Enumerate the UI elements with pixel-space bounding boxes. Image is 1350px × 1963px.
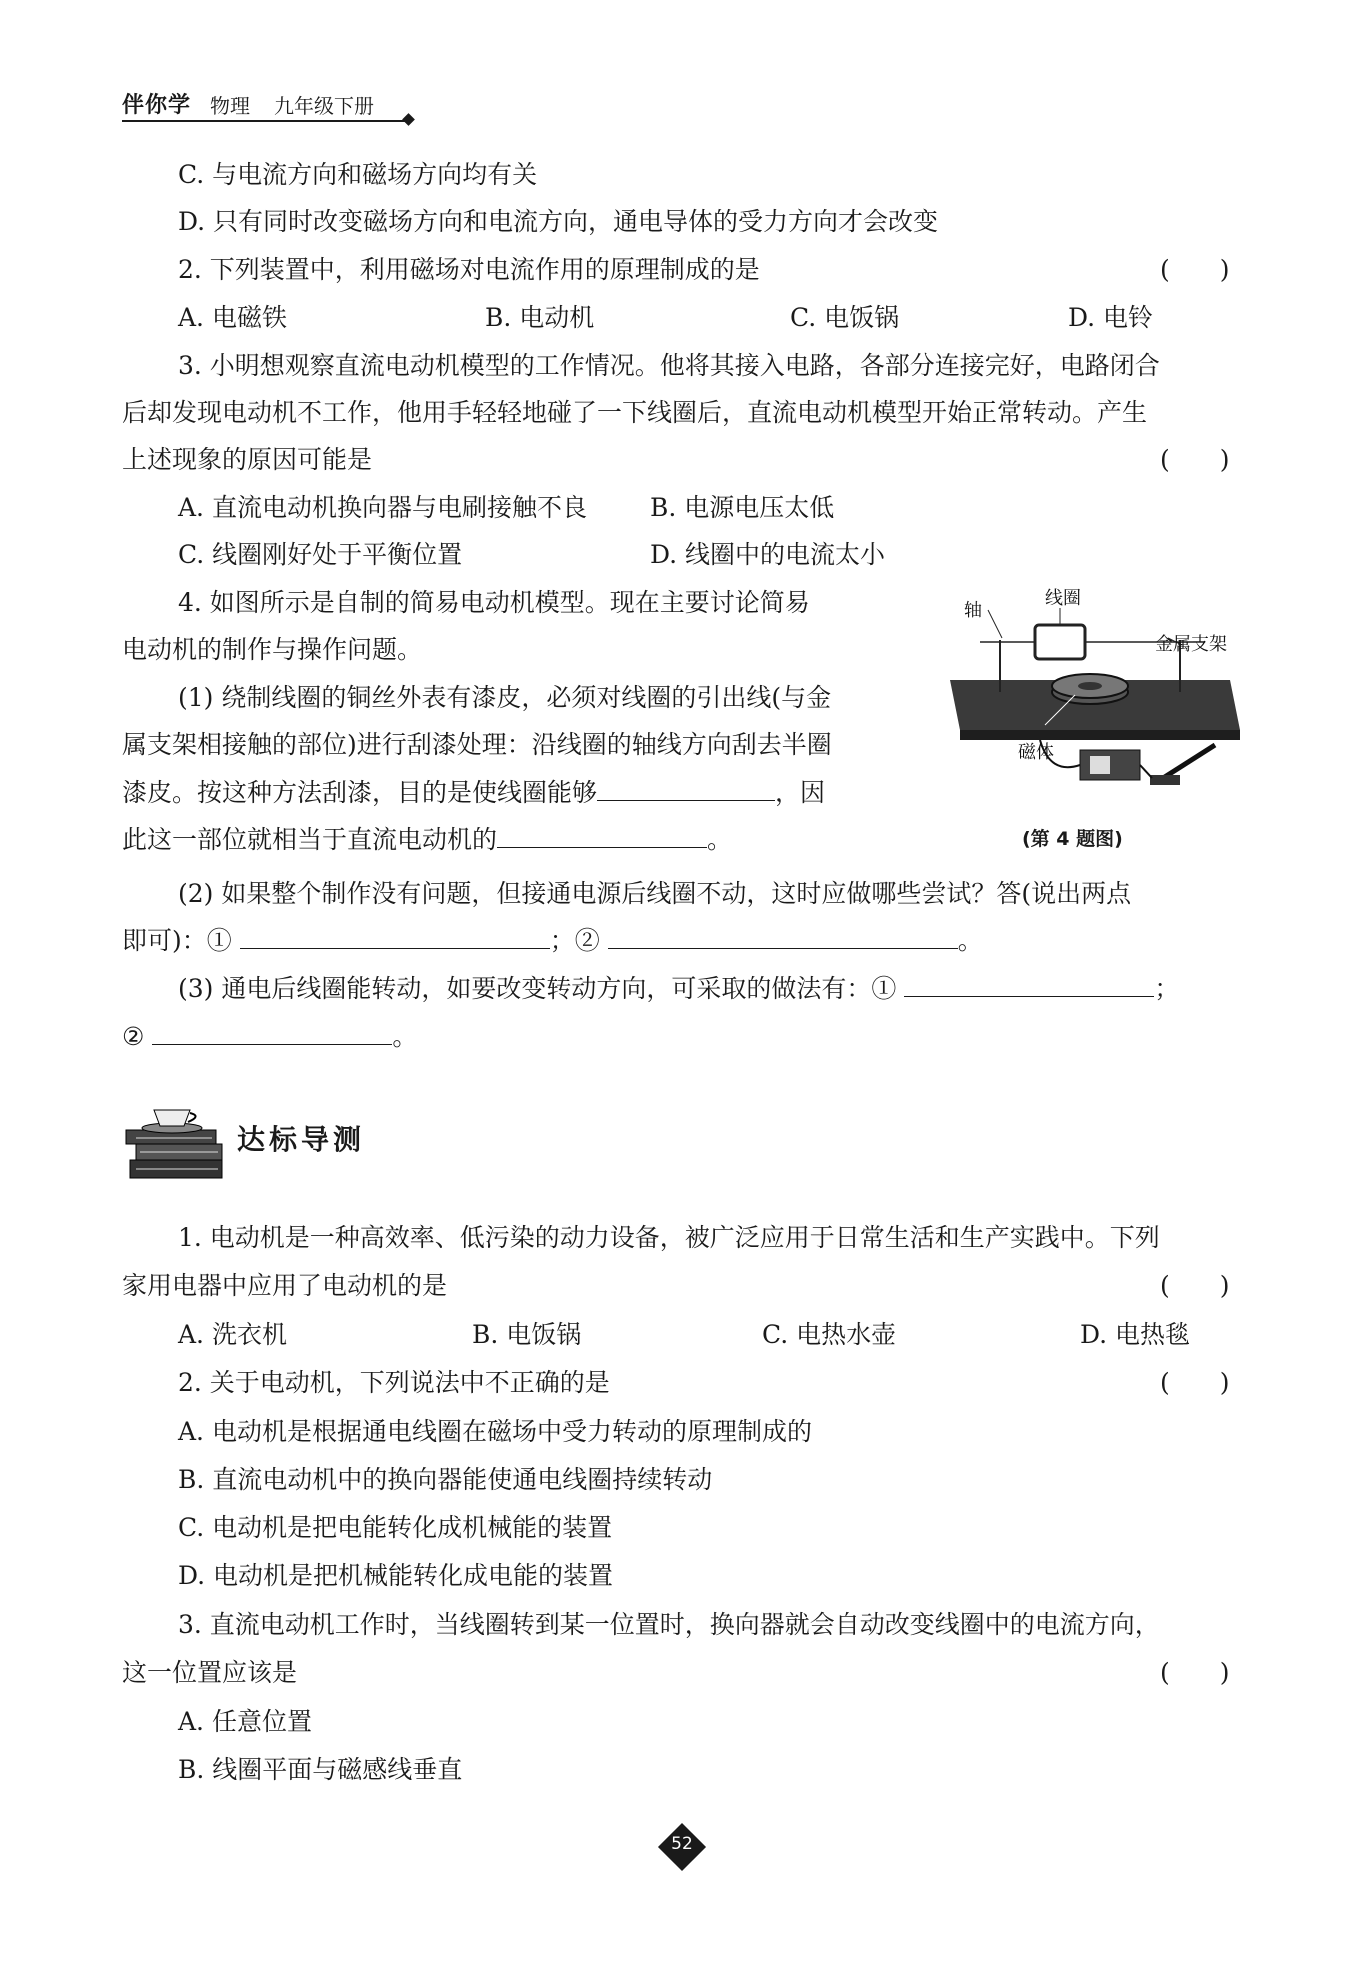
q4-part1-line-4 xyxy=(122,823,732,857)
q2-stem: 2. 下列装置中，利用磁场对电流作用的原理制成的是 xyxy=(178,255,760,284)
q4-line-2: 电动机的制作与操作问题。 xyxy=(122,635,423,664)
q4-blank-3[interactable] xyxy=(240,924,550,949)
t2-option-b: B. 直流电动机中的换向器能使通电线圈持续转动 xyxy=(178,1465,713,1494)
motor-model-figure xyxy=(940,580,1250,820)
q2-option-b: B. 电动机 xyxy=(485,303,595,332)
header-brand: 伴你学 xyxy=(122,93,192,118)
t2-option-d: D. 电动机是把机械能转化成电能的装置 xyxy=(178,1561,614,1590)
t3-line-1: 3. 直流电动机工作时，当线圈转到某一位置时，换向器就会自动改变线圈中的电流方向， xyxy=(178,1610,1160,1639)
books-teacup-icon xyxy=(122,1100,232,1190)
t1-line-1: 1. 电动机是一种高效率、低污染的动力设备，被广泛应用于日常生活和生产实践中。下列 xyxy=(178,1223,1160,1252)
q2-option-a: A. 电磁铁 xyxy=(178,303,287,332)
page-number: 52 xyxy=(671,1834,693,1854)
q4-part2-prefix: 即可)：① xyxy=(122,926,232,955)
figure-switch xyxy=(1160,745,1215,780)
section-heading xyxy=(122,1100,422,1190)
prev-option-d: D. 只有同时改变磁场方向和电流方向，通电导体的受力方向才会改变 xyxy=(178,207,939,236)
q4-blank-2[interactable] xyxy=(497,823,707,848)
q3-option-a: A. 直流电动机换向器与电刷接触不良 xyxy=(178,493,587,522)
t3-option-a: A. 任意位置 xyxy=(178,1707,312,1736)
t3-line-2: 这一位置应该是 xyxy=(122,1658,298,1687)
q4-blank-5[interactable] xyxy=(904,972,1154,997)
q4-part1-line-3-end: ，因 xyxy=(775,778,826,807)
header-rule xyxy=(122,120,406,122)
q2-option-c: C. 电饭锅 xyxy=(790,303,900,332)
header-subject: 物理 xyxy=(210,94,250,118)
t2-stem: 2. 关于电动机，下列说法中不正确的是 xyxy=(178,1368,610,1397)
figure-caption: (第 4 题图) xyxy=(1022,828,1123,850)
page-number-badge xyxy=(657,1822,707,1872)
t3-answer-paren: ( ) xyxy=(1160,1658,1230,1687)
t1-option-a: A. 洗衣机 xyxy=(178,1320,287,1349)
page-header xyxy=(122,88,422,122)
q3-line-3: 上述现象的原因可能是 xyxy=(122,445,373,474)
q4-part3-separator: ； xyxy=(1154,974,1180,1003)
q4-part3-end: 。 xyxy=(392,1022,418,1051)
q4-part1-line-2: 属支架相接触的部位)进行刮漆处理：沿线圈的轴线方向刮去半圈 xyxy=(122,730,832,759)
q4-part1-line-1: (1) 绕制线圈的铜丝外表有漆皮，必须对线圈的引出线(与金 xyxy=(178,683,832,712)
prev-option-c: C. 与电流方向和磁场方向均有关 xyxy=(178,160,538,189)
q4-part2-end: 。 xyxy=(957,926,983,955)
q4-part1-line-3-text: 漆皮。按这种方法刮漆，目的是使线圈能够 xyxy=(122,778,598,807)
figure-label-coil: 线圈 xyxy=(1045,588,1081,609)
q3-line-1: 3. 小明想观察直流电动机模型的工作情况。他将其接入电路，各部分连接完好，电路闭合 xyxy=(178,351,1160,380)
q4-blank-1[interactable] xyxy=(597,776,775,801)
q4-blank-4[interactable] xyxy=(608,924,958,949)
q3-answer-paren: ( ) xyxy=(1160,445,1230,474)
figure-base-edge xyxy=(960,730,1240,740)
q3-line-2: 后却发现电动机不工作，他用手轻轻地碰了一下线圈后，直流电动机模型开始正常转动。产生 xyxy=(122,398,1148,427)
t2-answer-paren: ( ) xyxy=(1160,1368,1230,1397)
q3-option-c: C. 线圈刚好处于平衡位置 xyxy=(178,540,463,569)
q4-part2-line-1: (2) 如果整个制作没有问题，但接通电源后线圈不动，这时应做哪些尝试？答(说出两点 xyxy=(178,879,1132,908)
figure-coil xyxy=(1035,625,1085,659)
q4-part1-line-3 xyxy=(122,776,825,810)
t1-answer-paren: ( ) xyxy=(1160,1271,1230,1300)
q4-line-1: 4. 如图所示是自制的简易电动机模型。现在主要讨论简易 xyxy=(178,588,810,617)
t1-option-c: C. 电热水壶 xyxy=(762,1320,897,1349)
q4-part2-separator: ；② xyxy=(549,926,600,955)
q2-option-d: D. 电铃 xyxy=(1068,303,1154,332)
q4-part2-line-2 xyxy=(122,924,983,958)
t2-option-a: A. 电动机是根据通电线圈在磁场中受力转动的原理制成的 xyxy=(178,1417,812,1446)
q4-part3-line-1 xyxy=(178,972,1179,1006)
q3-option-d: D. 线圈中的电流太小 xyxy=(650,540,886,569)
t1-option-b: B. 电饭锅 xyxy=(472,1320,582,1349)
t1-option-d: D. 电热毯 xyxy=(1080,1320,1191,1349)
q3-option-b: B. 电源电压太低 xyxy=(650,493,835,522)
q4-part3-prefix: (3) 通电后线圈能转动，如要改变转动方向，可采取的做法有：① xyxy=(178,974,897,1003)
q4-part1-line-4-text: 此这一部位就相当于直流电动机的 xyxy=(122,825,498,854)
section-title: 达标导测 xyxy=(237,1123,366,1156)
header-grade: 九年级下册 xyxy=(274,94,374,118)
q4-part3-line-2 xyxy=(122,1020,417,1054)
figure-label-magnet: 磁体 xyxy=(1018,742,1054,763)
q4-part3-prefix-2: ② xyxy=(122,1022,145,1051)
q4-blank-6[interactable] xyxy=(152,1020,392,1045)
figure-label-bracket: 金属支架 xyxy=(1155,634,1227,655)
figure-label-axis: 轴 xyxy=(964,600,982,621)
q2-answer-paren: ( ) xyxy=(1160,255,1230,284)
t3-option-b: B. 线圈平面与磁感线垂直 xyxy=(178,1755,463,1784)
header-diamond-icon xyxy=(402,113,415,126)
q4-part1-line-4-end: 。 xyxy=(707,825,733,854)
t2-option-c: C. 电动机是把电能转化成机械能的装置 xyxy=(178,1513,613,1542)
t1-line-2: 家用电器中应用了电动机的是 xyxy=(122,1271,448,1300)
